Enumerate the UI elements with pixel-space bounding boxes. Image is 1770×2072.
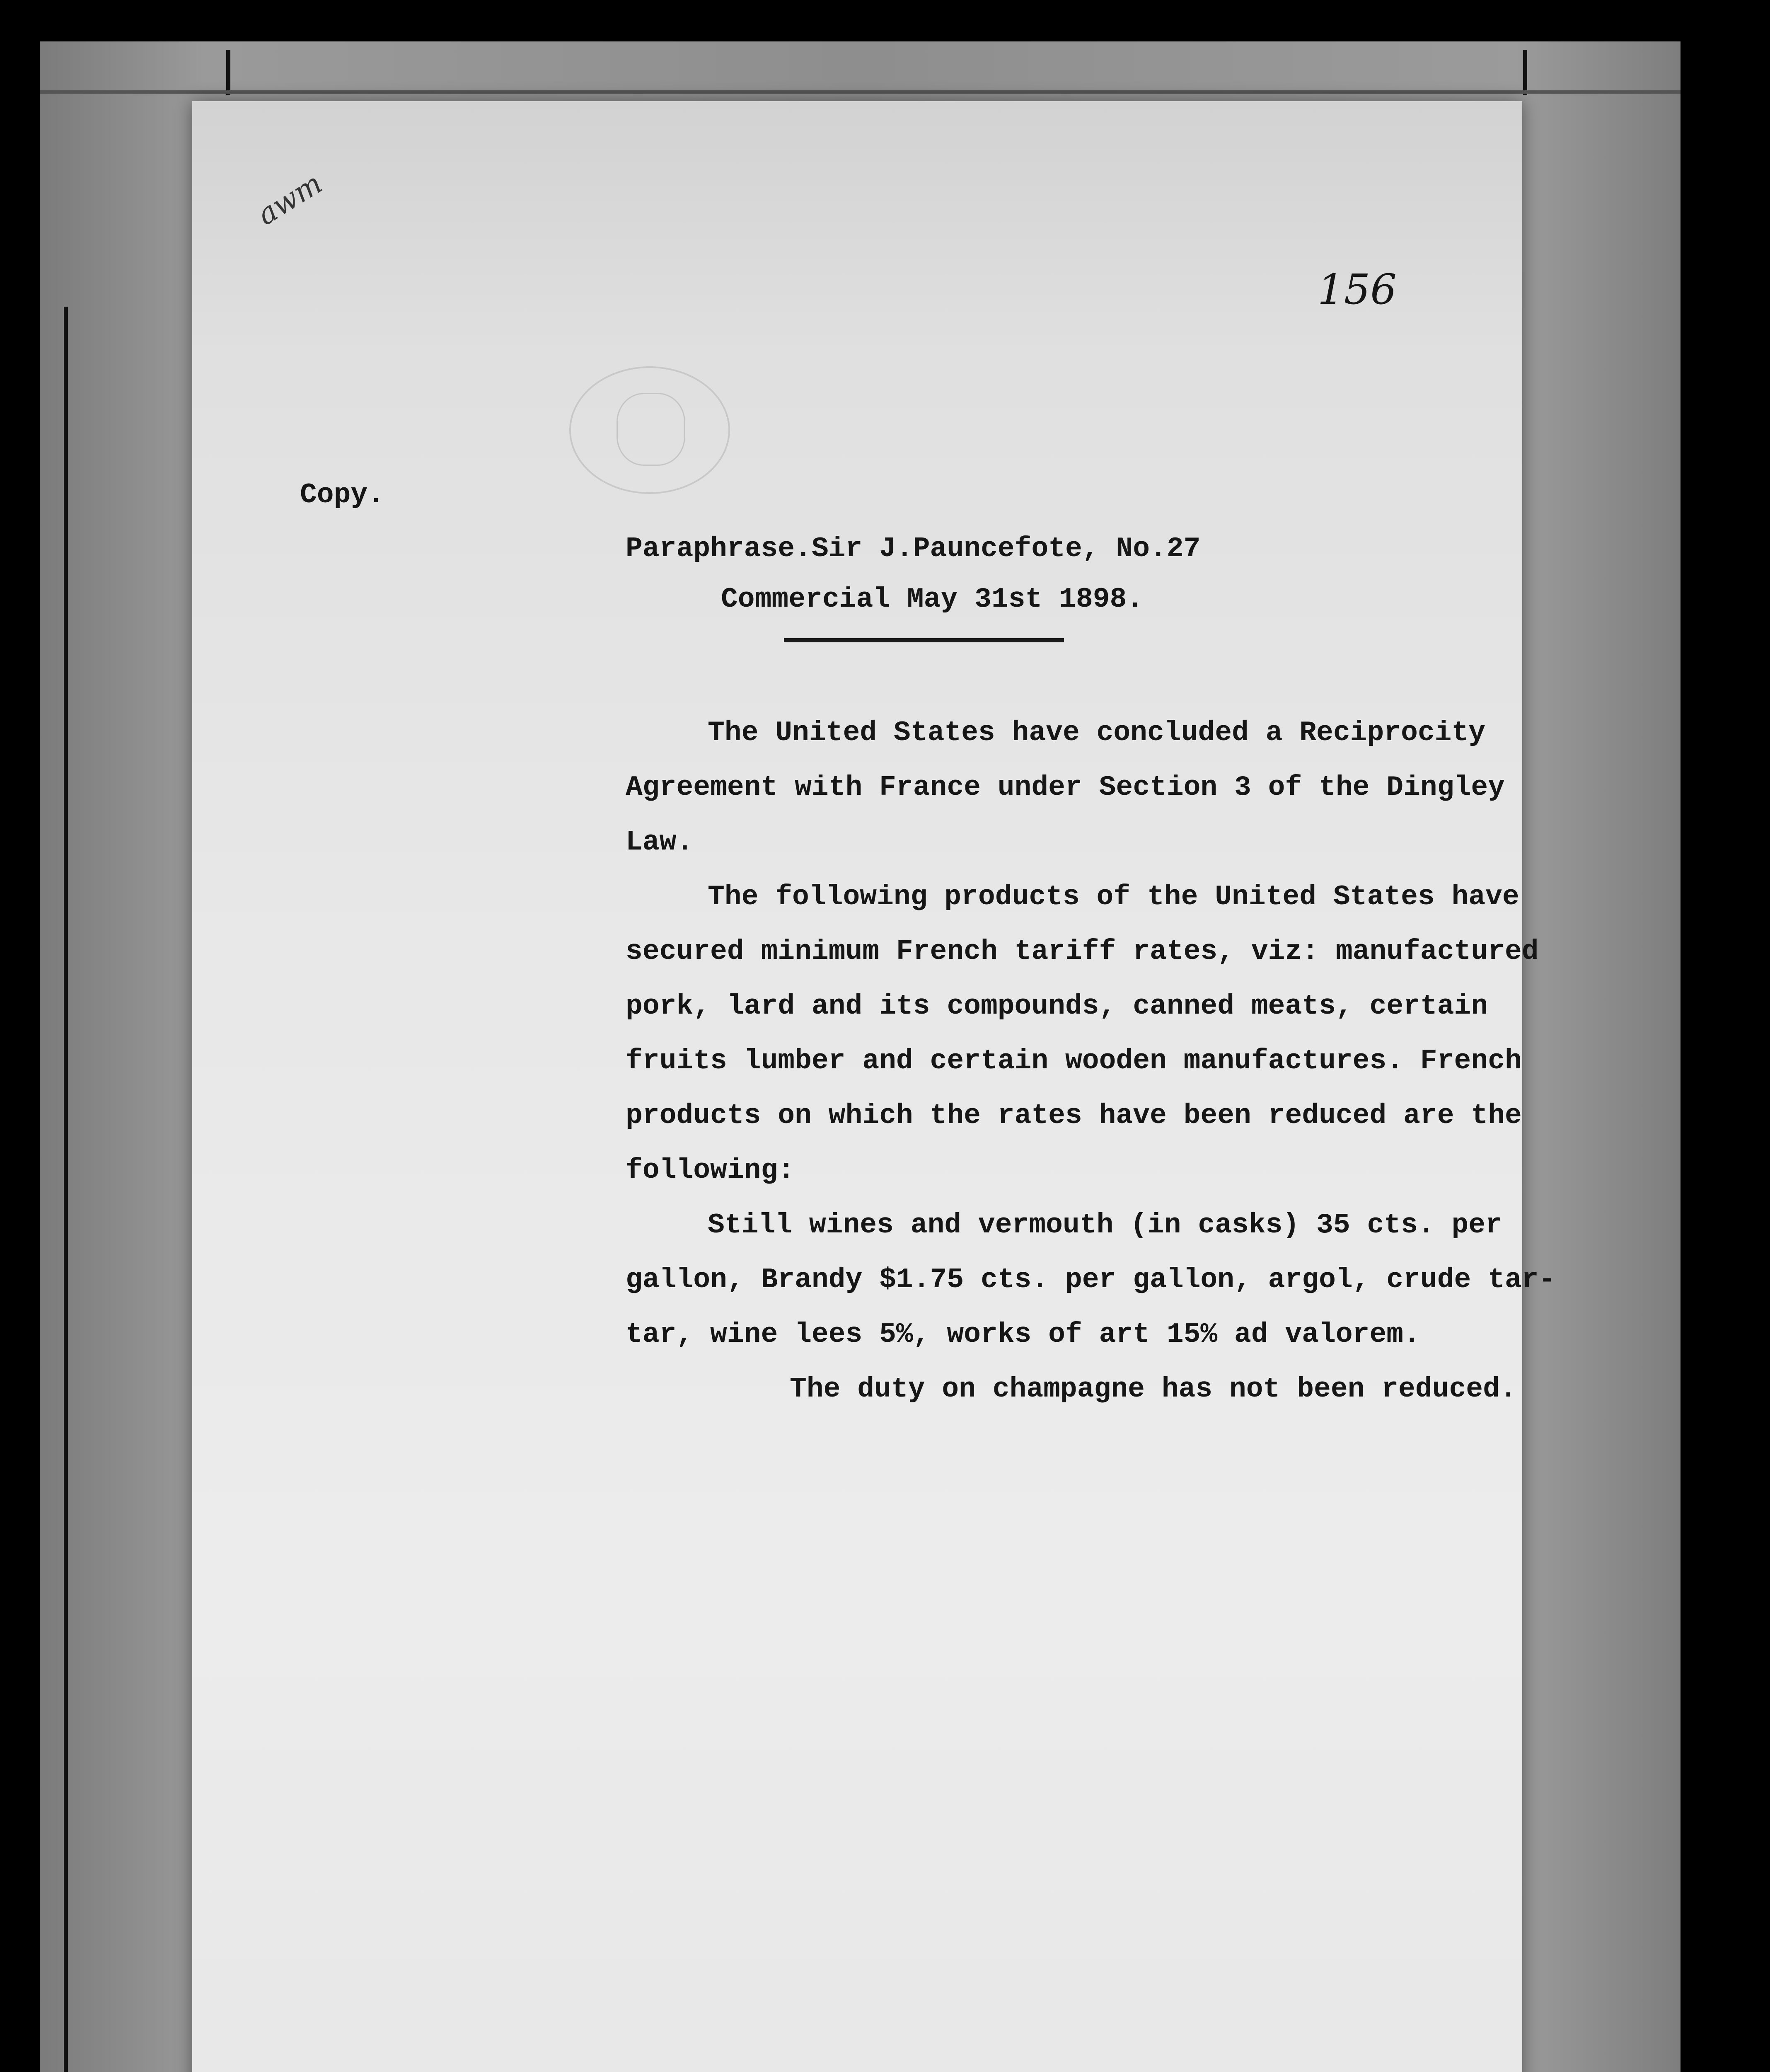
copy-label: Copy. (300, 479, 385, 511)
heading-line-1: Paraphrase.Sir J.Pauncefote, No.27 (626, 533, 1201, 565)
body-line-1: The United States have concluded a Reciprocity (708, 717, 1486, 749)
page-number: 156 (1318, 265, 1397, 314)
body-line-12: tar, wine lees 5%, works of art 15% ad valorem. (626, 1319, 1420, 1351)
body-line-10: Still wines and vermouth (in casks) 35 cts. per (708, 1209, 1502, 1241)
body-line-5: secured minimum French tariff rates, viz: manufactured (626, 936, 1539, 968)
frame-tick-top-right (1523, 50, 1527, 95)
heading-underline (784, 638, 1064, 642)
body-line-2: Agreement with France under Section 3 of the Dingley (626, 772, 1505, 804)
body-line-4: The following products of the United States have (708, 881, 1519, 913)
body-line-7: fruits lumber and certain wooden manufactures. French (626, 1045, 1522, 1077)
heading-line-2: Commercial May 31st 1898. (721, 583, 1144, 615)
embossed-seal-icon (569, 366, 730, 494)
body-line-6: pork, lard and its compounds, canned meats, certain (626, 990, 1488, 1022)
body-line-13: The duty on champagne has not been reduced. (790, 1373, 1517, 1405)
body-line-8: products on which the rates have been reduced are the (626, 1100, 1522, 1132)
body-line-9: following: (626, 1155, 795, 1186)
body-line-3: Law. (626, 826, 694, 858)
handwritten-note: awm (251, 166, 328, 232)
frame-tick-top-left (226, 50, 230, 95)
frame-top-line (40, 90, 1681, 94)
document-page (192, 101, 1522, 2072)
body-line-11: gallon, Brandy $1.75 cts. per gallon, argol, crude tar- (626, 1264, 1556, 1296)
frame-left-rail (64, 307, 68, 2072)
